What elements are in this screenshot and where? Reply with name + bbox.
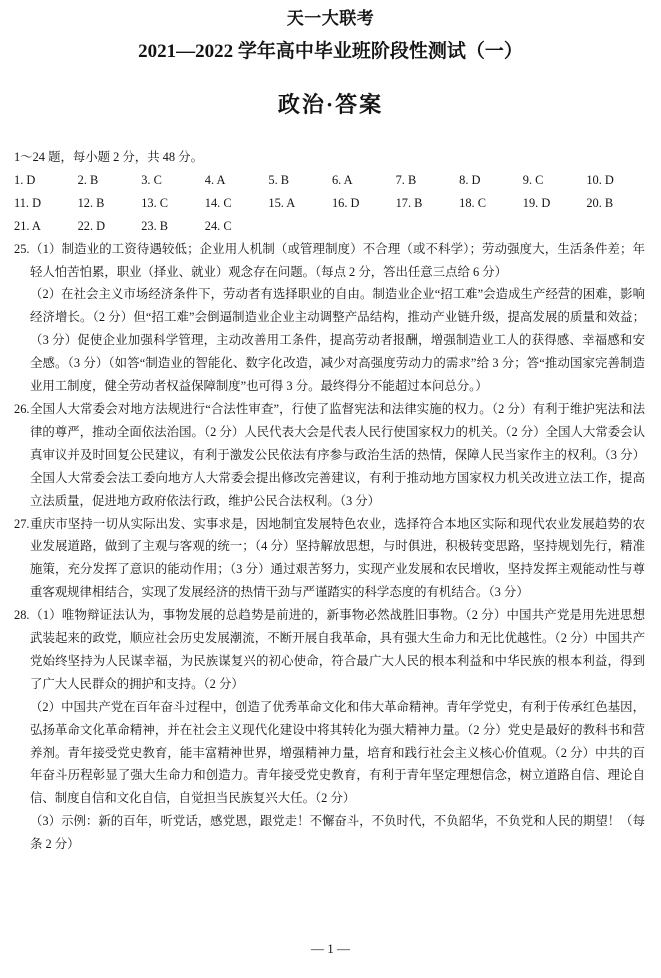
question-25-part-2: （2）在社会主义市场经济条件下，劳动者有选择职业的自由。制造业企业“招工难”会造成生产经营的困难，影响经济增长。（2 分）但“招工难”会倒逼制造业企业主动调整产品结构，推动产业链升级，提高发展的质量和效益；（3 分）促使企业加强科学管理，主动改善用工条件，提高劳动者报酬，增强制造业工人的获得感、幸福感和安全感。（3 分）（如答“制造业的智能化、数字化改造，减少对高强度劳动力的需求”给 3 分；答“推动国家完善制造业用工制度，健全劳动者权益保障制度”也可得 3 分。最终得分不能超过本问总分。） <box>30 287 645 394</box>
question-26-part-1 <box>14 398 645 513</box>
page-number: — 1 — <box>311 941 350 956</box>
answer-11: 11. D <box>14 195 42 210</box>
question-27-part-1 <box>14 513 645 605</box>
answer-12: 12. B <box>77 195 105 210</box>
answer-15: 15. A <box>268 195 296 210</box>
answer-2: 2. B <box>77 172 99 187</box>
choice-section-intro: 1～24 题，每小题 2 分，共 48 分。 <box>14 150 203 164</box>
exam-name-title: 2021—2022 学年高中毕业班阶段性测试（一） <box>138 41 523 62</box>
answer-13: 13. C <box>141 195 169 210</box>
answer-8: 8. D <box>459 172 481 187</box>
question-25-part-1-text: （1）制造业的工资待遇较低；企业用人机制（或管理制度）不合理（或不科学）；劳动强度大，生活条件差；年轻人怕苦怕累，职业（择业、就业）观念存在问题。（每点 2 分，答出任意三点给 6 分） <box>30 241 645 279</box>
question-28-part-3: （3）示例：新的百年，听党话，感党恩，跟党走！不懈奋斗，不负时代，不负韶华，不负党和人民的期望！（每条 2 分） <box>30 814 645 852</box>
question-28-part-1 <box>14 604 645 696</box>
answer-4: 4. A <box>204 172 226 187</box>
answer-1: 1. D <box>14 172 36 187</box>
answer-18: 18. C <box>459 195 487 210</box>
answer-16: 16. D <box>331 195 360 210</box>
question-28-part-2: （2）中国共产党在百年奋斗过程中，创造了优秀革命文化和伟大革命精神。青年学党史，有利于传承红色基因，弘扬革命文化革命精神，并在社会主义现代化建设中将其转化为强大精神力量。（2 分）党史是最好的教科书和营养剂。青年接受党史教育，能丰富精神世界，增强精神力量，培育和践行社会主义核心价值观。（2 分）中共的百年奋斗历程彰显了强大生命力和创造力。青年接受党史教育，有利于青年坚定理想信念，树立道路自信、理论自信、制度自信和文化自信，自觉担当民族复兴大任。（2 分） <box>30 699 645 806</box>
question-25-part-1 <box>14 238 645 284</box>
answer-22: 22. D <box>77 218 106 233</box>
question-number: 27. <box>14 516 30 531</box>
exam-organizer-title: 天一大联考 <box>286 9 375 28</box>
question-26-part-1-text: 全国人大常委会对地方法规进行“合法性审查”，行使了监督宪法和法律实施的权力。（2 分）有利于维护宪法和法律的尊严，推动全面依法治国。（2 分）人民代表大会是代表人民行使国家权力的机关。（2 分）全国人大常委会认真审议并及时回复公民建议，有利于激发公民依法有序参与政治生活的热情，保障人民当家作主的权利。（3 分）全国人大常委会法工委向地方人大常委会提出修改完善建议，有利于推动地方国家权力机关改进立法工作，提高立法质量，促进地方政府依法行政，维护公民合法权利。（3 分） <box>30 401 645 508</box>
answer-10: 10. D <box>586 172 614 187</box>
subject-title: 政治·答案 <box>277 92 384 117</box>
question-28-part-1-text: （1）唯物辩证法认为，事物发展的总趋势是前进的，新事物必然战胜旧事物。（2 分）中国共产党是用先进思想武装起来的政党，顺应社会历史发展潮流，不断开展自我革命，具有强大生命力和无比优越性。（2 分）中国共产党始终坚持为人民谋幸福，为民族谋复兴的初心使命，符合最广大人民的根本利益和中华民族的根本利益，得到了广大人民群众的拥护和支持。（2 分） <box>30 608 645 691</box>
question-number: 26. <box>14 401 30 416</box>
question-26 <box>14 398 645 513</box>
question-27 <box>14 513 645 605</box>
answer-23: 23. B <box>141 218 169 233</box>
question-number: 28. <box>14 608 30 623</box>
answer-9: 9. C <box>522 172 544 187</box>
answer-24: 24. C <box>204 218 232 233</box>
answer-6: 6. A <box>331 172 353 187</box>
question-25 <box>14 238 645 398</box>
answer-17: 17. B <box>395 195 423 210</box>
answer-20: 20. B <box>586 195 614 210</box>
answer-14: 14. C <box>204 195 232 210</box>
answer-21: 21. A <box>14 218 41 233</box>
question-number: 25. <box>14 241 30 256</box>
answer-5: 5. B <box>268 172 290 187</box>
answer-content <box>14 146 645 856</box>
answer-7: 7. B <box>395 172 417 187</box>
choice-answer-grid <box>14 169 645 238</box>
answer-3: 3. C <box>141 172 162 187</box>
question-27-part-1-text: 重庆市坚持一切从实际出发、实事求是，因地制宜发展特色农业，选择符合本地区实际和现代农业发展趋势的农业发展道路，做到了主观与客观的统一；（4 分）坚持解放思想，与时俱进，积极转变思路，坚持规划先行，精准施策，充分发挥了意识的能动作用；（3 分）通过艰苦努力，实现产业发展和农民增收，坚持发挥主观能动性与尊重客观规律相结合，实现了发展经济的热情干劲与严谨踏实的科学态度的有机结合。（3 分） <box>30 516 645 600</box>
question-28 <box>14 604 645 856</box>
answer-19: 19. D <box>522 195 551 210</box>
